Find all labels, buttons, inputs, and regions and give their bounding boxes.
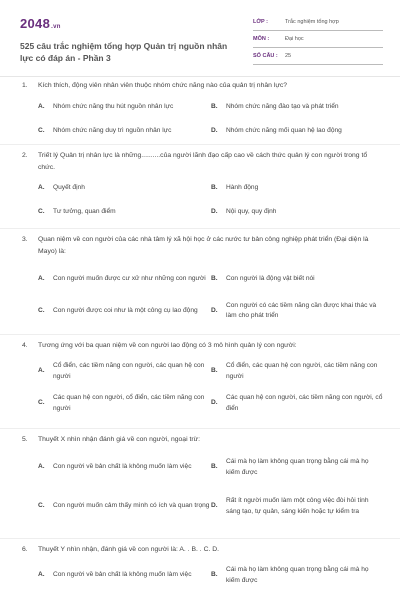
option-b[interactable] xyxy=(211,564,383,588)
option-letter: A. xyxy=(38,102,45,110)
question-text-row xyxy=(22,434,384,446)
question-2 xyxy=(22,150,384,221)
option-letter: B. xyxy=(211,102,218,110)
meta-value: Đại học xyxy=(285,36,304,42)
option-text: Cái mà họ làm không quan trọng bằng cái mà họ kiếm được xyxy=(226,566,369,584)
option-letter: C. xyxy=(38,306,45,314)
options-grid xyxy=(38,454,384,538)
option-a[interactable] xyxy=(38,267,210,291)
question-1 xyxy=(22,80,384,140)
option-d[interactable] xyxy=(211,392,383,416)
option-text: Con người là động vật biết nói xyxy=(226,274,315,282)
option-letter: D. xyxy=(211,502,218,510)
option-a[interactable] xyxy=(38,183,210,194)
option-letter: D. xyxy=(211,208,218,215)
header-divider xyxy=(0,76,400,77)
meta-row-class xyxy=(253,14,383,31)
option-letter: D. xyxy=(211,399,218,407)
option-b[interactable] xyxy=(211,267,383,291)
option-letter: C. xyxy=(38,208,45,215)
option-d[interactable] xyxy=(211,490,383,524)
meta-row-subject xyxy=(253,31,383,48)
question-number: 3. xyxy=(22,236,28,243)
question-text: Kích thích, động viên nhân viên thuộc nhóm chức năng nào của quản trị nhân lực? xyxy=(38,82,288,89)
option-text: Hành động xyxy=(226,184,259,191)
option-c[interactable] xyxy=(38,490,210,524)
option-text: Nội quy, quy định xyxy=(226,208,277,215)
question-number: 5. xyxy=(22,436,28,443)
option-letter: B. xyxy=(211,274,218,282)
question-text: Tương ứng với ba quan niệm về con người lao động có 3 mô hình quản lý con người: xyxy=(38,342,297,349)
option-text: Con người muốn được cư xử như những con người xyxy=(53,274,206,282)
option-text: Rất ít người muốn làm một công việc đòi hỏi tính sáng tạo, tự quản, sáng kiến hoặc tự kiểm tra xyxy=(226,497,369,515)
option-b[interactable] xyxy=(211,360,383,384)
option-b[interactable] xyxy=(211,183,383,194)
question-text-row xyxy=(22,340,384,352)
option-text: Các quan hệ con người, cổ điển, các tiềm năng con người xyxy=(53,394,205,412)
option-text: Nhóm chức năng thu hút nguồn nhân lực xyxy=(53,102,174,110)
option-c[interactable] xyxy=(38,392,210,416)
option-letter: B. xyxy=(211,571,218,579)
option-text: Nhóm chức năng mối quan hệ lao động xyxy=(226,126,342,134)
option-c[interactable] xyxy=(38,207,210,218)
option-text: Con người muốn cảm thấy mình có ích và quan trọng xyxy=(53,502,210,510)
option-text: Con người về bản chất là không muốn làm việc xyxy=(53,571,192,579)
meta-key: MÔN : xyxy=(253,36,270,42)
meta-key: SỐ CÂU : xyxy=(253,53,278,59)
option-a[interactable] xyxy=(38,102,210,113)
option-letter: A. xyxy=(38,463,45,471)
option-letter: C. xyxy=(38,399,45,407)
question-divider xyxy=(0,228,400,229)
question-number: 4. xyxy=(22,342,28,349)
question-number: 1. xyxy=(22,82,28,89)
option-d[interactable] xyxy=(211,207,383,218)
question-text-row xyxy=(22,234,384,257)
option-a[interactable] xyxy=(38,456,210,480)
question-text: Thuyết Y nhìn nhận, đánh giá về con người là: A. . B. . C. D. xyxy=(38,546,220,553)
options-grid xyxy=(38,181,384,221)
site-logo[interactable] xyxy=(20,16,61,31)
question-6 xyxy=(22,544,384,594)
option-a[interactable] xyxy=(38,360,210,384)
question-5 xyxy=(22,434,384,538)
question-number: 2. xyxy=(22,152,28,159)
option-c[interactable] xyxy=(38,299,210,323)
option-text: Nhóm chức năng duy trì nguồn nhân lực xyxy=(53,126,172,134)
option-letter: D. xyxy=(211,306,218,314)
option-text: Cổ điển, các tiềm năng con người, các quan hệ con người xyxy=(53,362,205,380)
option-letter: C. xyxy=(38,502,45,510)
option-text: Nhóm chức năng đào tạo và phát triển xyxy=(226,102,339,110)
options-grid xyxy=(38,360,384,424)
logo-suffix: .vn xyxy=(51,24,61,30)
option-letter: B. xyxy=(211,367,218,375)
question-divider xyxy=(0,538,400,539)
question-text: Quan niệm về con người của các nhà tâm lý xã hội học ở các nước tư bản công nghiệp phát triển (Đại diện là Mayo) là: xyxy=(38,236,369,255)
option-text: Con người có các tiềm năng cần được khai thác và làm cho phát triển xyxy=(226,301,377,319)
document-title: 525 câu trắc nghiệm tổng hợp Quản trị nguồn nhân lực có đáp án - Phần 3 xyxy=(20,41,228,63)
meta-box xyxy=(253,14,383,65)
options-grid xyxy=(38,265,384,329)
option-text: Cái mà họ làm không quan trọng bằng cái mà họ kiếm được xyxy=(226,458,369,476)
question-text-row xyxy=(22,80,384,92)
options-grid xyxy=(38,100,384,140)
meta-key: LỚP : xyxy=(253,19,268,25)
option-d[interactable] xyxy=(211,299,383,323)
option-letter: A. xyxy=(38,184,45,191)
meta-value: Trắc nghiệm tổng hợp xyxy=(285,19,339,25)
option-c[interactable] xyxy=(38,126,210,137)
option-letter: B. xyxy=(211,184,218,191)
question-divider xyxy=(0,334,400,335)
option-a[interactable] xyxy=(38,564,210,588)
question-text-row xyxy=(22,150,384,173)
question-number: 6. xyxy=(22,546,28,553)
option-letter: A. xyxy=(38,367,45,375)
option-letter: C. xyxy=(38,126,45,134)
question-text-row xyxy=(22,544,384,556)
options-grid xyxy=(38,564,384,594)
option-b[interactable] xyxy=(211,456,383,480)
question-4 xyxy=(22,340,384,424)
option-letter: A. xyxy=(38,274,45,282)
option-letter: D. xyxy=(211,126,218,134)
document-header xyxy=(20,12,382,68)
option-letter: A. xyxy=(38,571,45,579)
meta-row-count xyxy=(253,48,383,65)
option-d[interactable] xyxy=(211,126,383,137)
question-3 xyxy=(22,234,384,329)
question-divider xyxy=(0,144,400,145)
question-text: Thuyết X nhìn nhận đánh giá về con người, ngoại trừ: xyxy=(38,436,201,443)
option-text: Các quan hệ con người, các tiềm năng con người, cổ điển xyxy=(226,394,383,412)
question-divider xyxy=(0,428,400,429)
meta-value: 25 xyxy=(285,53,292,59)
logo-text: 2048 xyxy=(20,16,51,31)
option-text: Cổ điển, các quan hệ con người, các tiềm năng con người xyxy=(226,362,378,380)
option-b[interactable] xyxy=(211,102,383,113)
option-text: Con người được coi như là một công cụ lao động xyxy=(53,306,198,314)
option-letter: B. xyxy=(211,463,218,471)
option-text: Tư tưởng, quan điểm xyxy=(53,208,116,215)
question-text: Triết lý Quản trị nhân lực là những..........của người lãnh đạo cấp cao về cách thức quản lý con người trong tổ chức. xyxy=(38,152,368,171)
option-text: Con người về bản chất là không muốn làm việc xyxy=(53,463,192,471)
option-text: Quyết định xyxy=(53,184,85,191)
